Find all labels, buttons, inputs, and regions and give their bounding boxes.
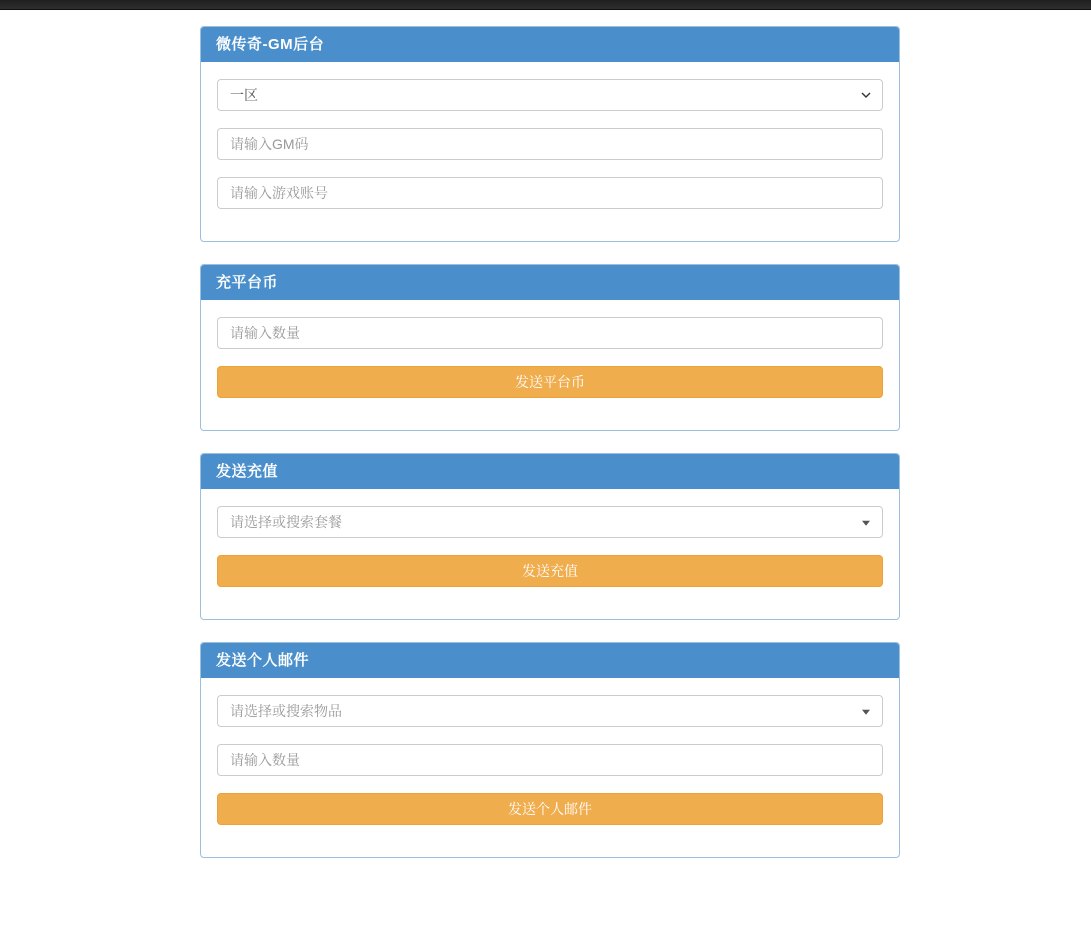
dropdown-triangle-icon: [862, 521, 870, 526]
mail-amount-input[interactable]: [217, 744, 883, 776]
chevron-down-icon: [860, 89, 872, 101]
panel-personal-mail-body: [201, 678, 899, 857]
coin-amount-input[interactable]: [217, 317, 883, 349]
panel-send-recharge-body: [201, 489, 899, 619]
game-account-input[interactable]: [217, 177, 883, 209]
item-select-placeholder: 请选择或搜索物品: [230, 703, 342, 719]
top-navbar: [0, 0, 1091, 10]
panel-platform-coins-body: [201, 300, 899, 430]
panel-gm-login: [200, 26, 900, 242]
send-personal-mail-button[interactable]: 发送个人邮件: [217, 793, 883, 825]
panel-personal-mail: [200, 642, 900, 858]
panel-send-recharge: [200, 453, 900, 620]
panel-platform-coins-title: 充平台币: [201, 265, 899, 300]
dropdown-triangle-icon: [862, 710, 870, 715]
package-select[interactable]: [217, 506, 883, 538]
server-select[interactable]: [217, 79, 883, 111]
package-select-placeholder: 请选择或搜索套餐: [230, 514, 342, 530]
send-recharge-button[interactable]: 发送充值: [217, 555, 883, 587]
panel-gm-login-body: [201, 62, 899, 241]
send-platform-coins-button[interactable]: 发送平台币: [217, 366, 883, 398]
server-select-value: 一区: [230, 87, 258, 103]
panel-gm-login-title: 微传奇-GM后台: [201, 27, 899, 62]
gm-code-input[interactable]: [217, 128, 883, 160]
panel-send-recharge-title: 发送充值: [201, 454, 899, 489]
item-select[interactable]: [217, 695, 883, 727]
panel-personal-mail-title: 发送个人邮件: [201, 643, 899, 678]
panel-platform-coins: [200, 264, 900, 431]
main-content: [200, 10, 900, 858]
